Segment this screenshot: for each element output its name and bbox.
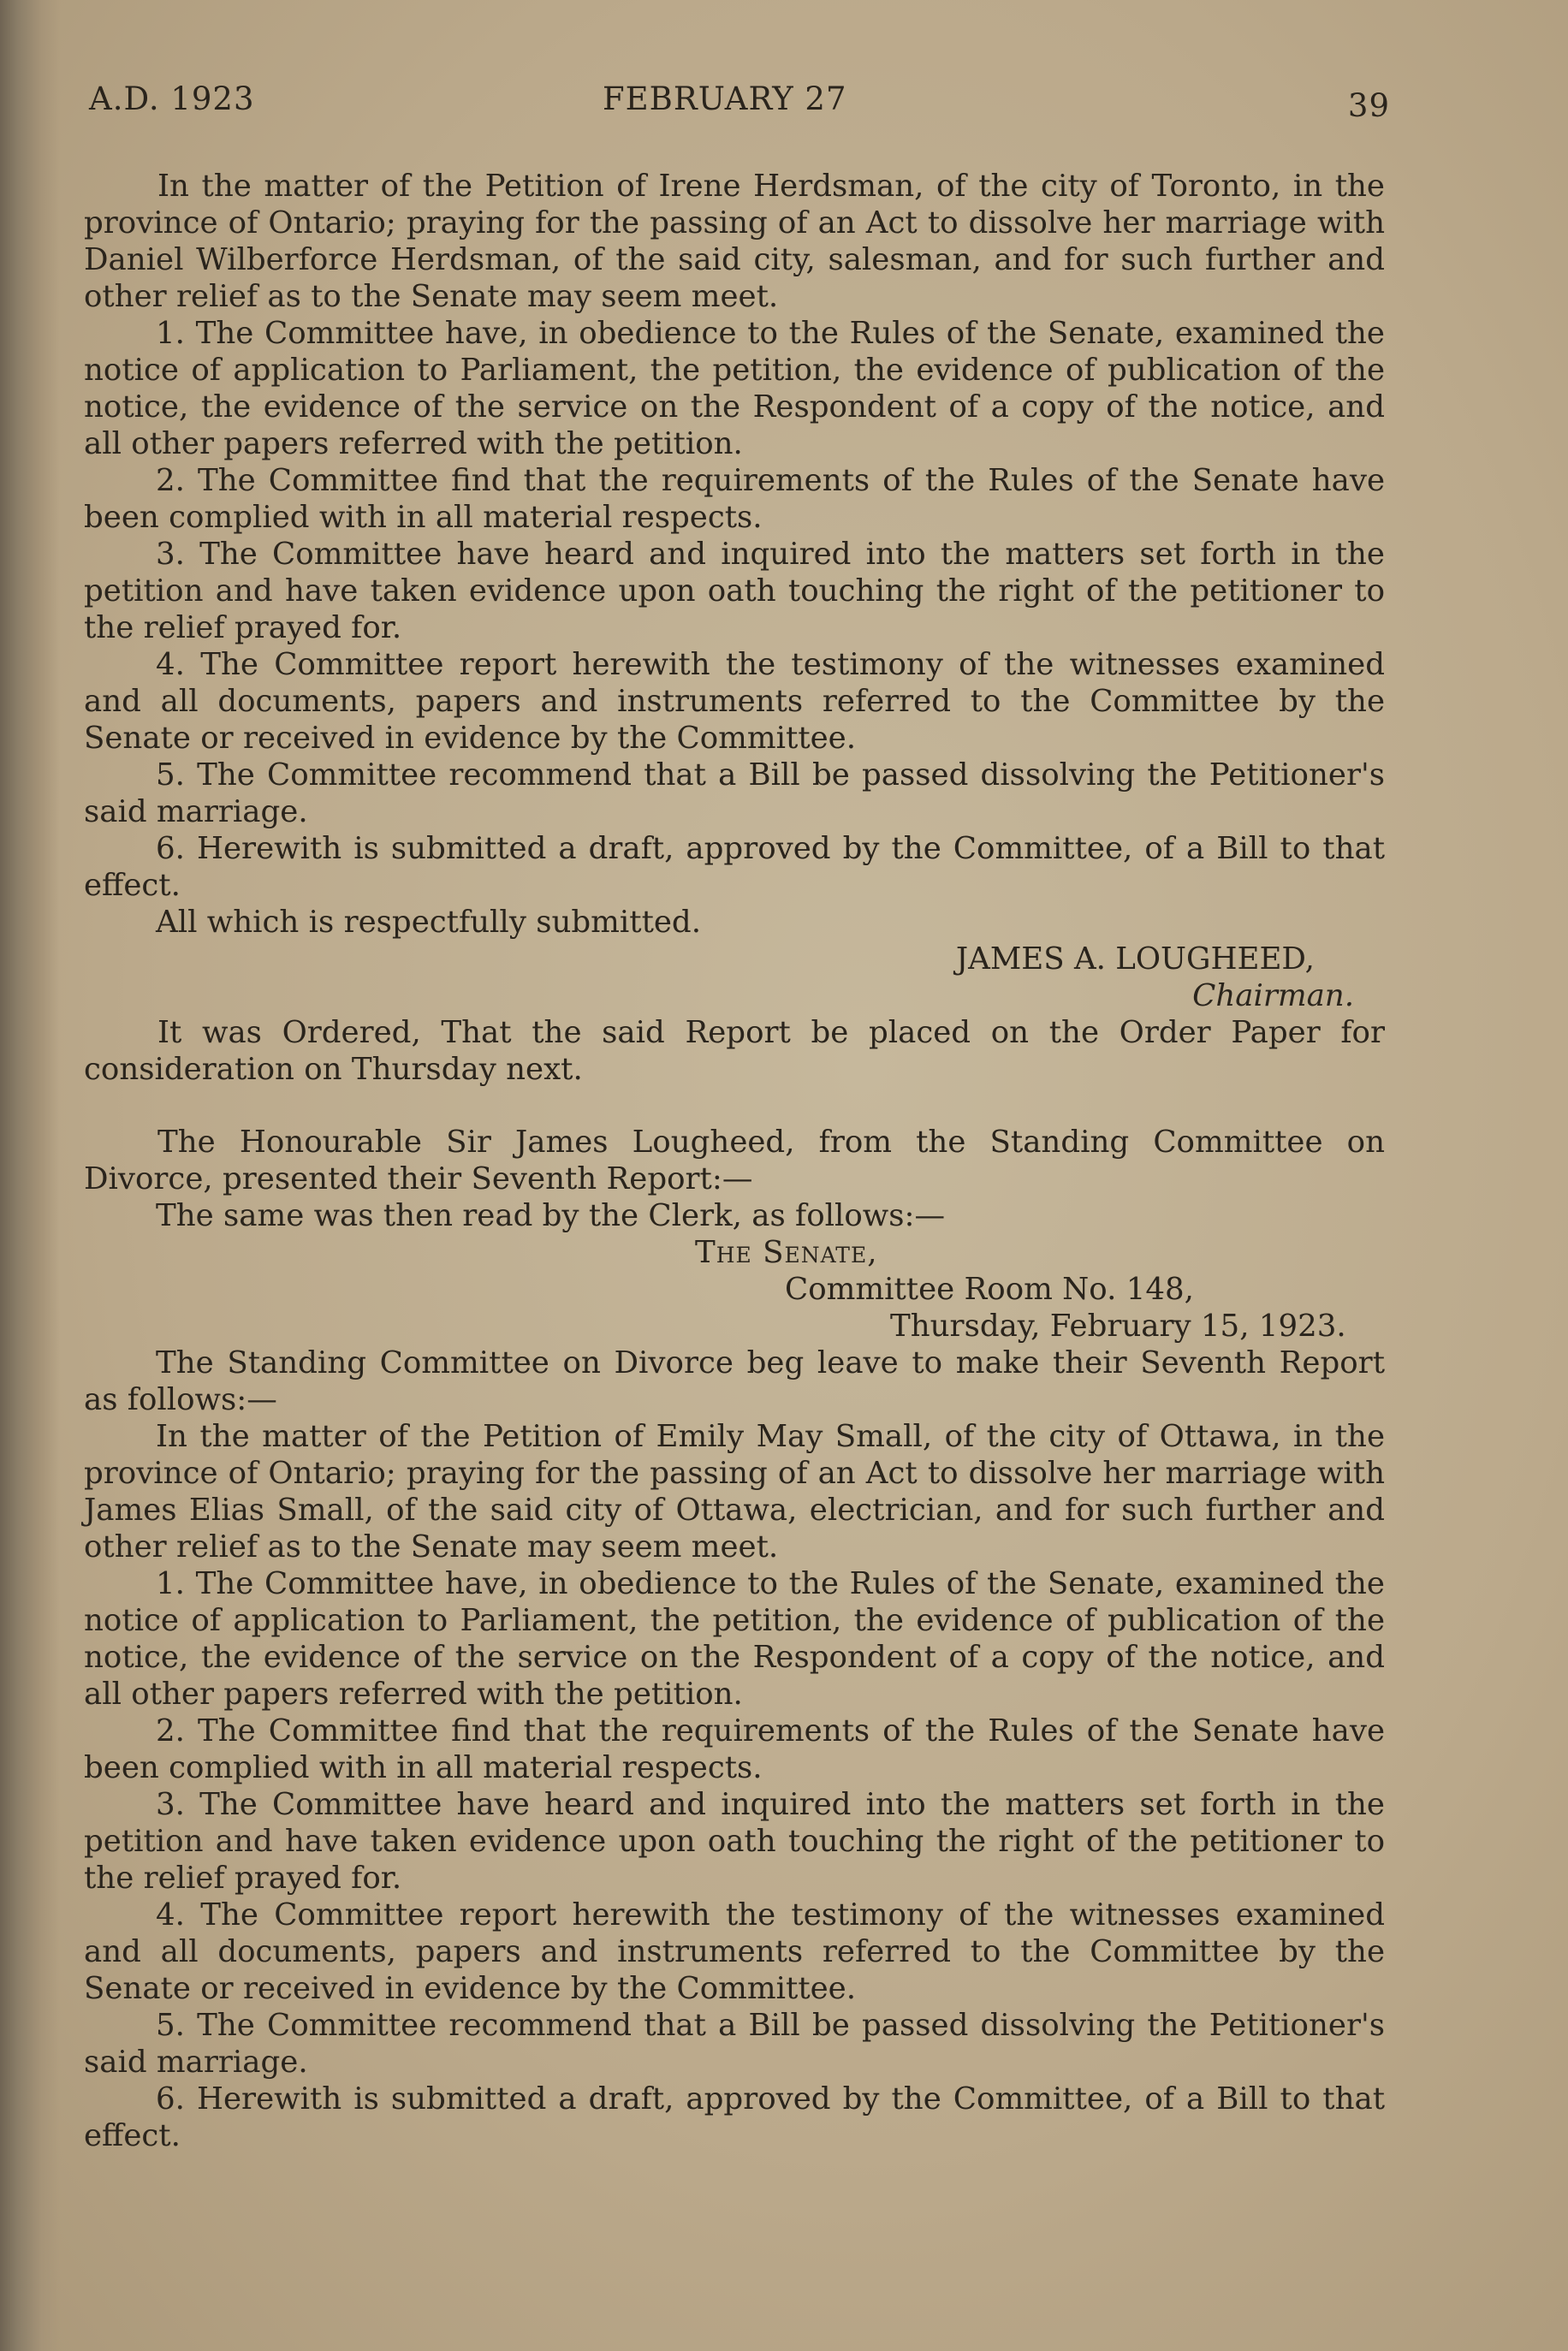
read-by-clerk: The same was then read by the Clerk, as follows:— — [156, 1198, 946, 1233]
order-paragraph: It was Ordered, That the said Report be placed on the Order Paper for consideration on Thursday next. — [84, 1015, 1385, 1087]
page-number: 39 — [1347, 87, 1390, 124]
signature-role: Chairman. — [1192, 978, 1354, 1013]
running-header — [89, 80, 1390, 128]
petition-intro-small: In the matter of the Petition of Emily May Small, of the city of Ottawa, in the province of Ontario; praying for the passing of an Act to dissolve her marriage with James Elias Small, of the said city of Ottawa, electrician, and for such further and other relief as to the Senate may seem meet. — [84, 1419, 1385, 1564]
header-date: FEBRUARY 27 — [603, 80, 847, 117]
report2-item: 3. The Committee have heard and inquired into the matters set forth in the petition and have taken evidence upon oath touching the right of the petitioner to the relief prayed for. — [84, 1787, 1385, 1896]
petition-intro-herdsman: In the matter of the Petition of Irene Herdsman, of the city of Toronto, in the province of Ontario; praying for the passing of an Act to dissolve her marriage with Daniel Wilberforce Herdsman, of the said city, salesman, and for such further and other relief as to the Senate may seem meet. — [84, 169, 1385, 314]
report1-item: 6. Herewith is submitted a draft, approved by the Committee, of a Bill to that effect. — [84, 831, 1385, 903]
report1-item: 1. The Committee have, in obedience to the Rules of the Senate, examined the notice of application to Parliament, the petition, the evidence of publication of the notice, the evidence of the service on the Respondent of a copy of the notice, and all other papers referred with the petition. — [84, 316, 1385, 461]
report1-item: 4. The Committee report herewith the testimony of the witnesses examined and all documents, papers and instruments referred to the Committee by the Senate or received in evidence by the Committee. — [84, 647, 1385, 756]
report1-item: 3. The Committee have heard and inquired into the matters set forth in the petition and have taken evidence upon oath touching the right of the petitioner to the relief prayed for. — [84, 537, 1385, 645]
report1-item: 5. The Committee recommend that a Bill be passed dissolving the Petitioner's said marriage. — [84, 757, 1385, 829]
report2-item: 6. Herewith is submitted a draft, approved by the Committee, of a Bill to that effect. — [84, 2081, 1385, 2153]
report2-item: 2. The Committee find that the requirements of the Rules of the Senate have been complied with in all material respects. — [84, 1713, 1385, 1785]
signature-name: JAMES A. LOUGHEED, — [955, 941, 1315, 977]
address-senate: The Senate, — [695, 1235, 878, 1270]
report2-item: 5. The Committee recommend that a Bill be passed dissolving the Petitioner's said marriage. — [84, 2008, 1385, 2080]
header-year: A.D. 1923 — [89, 80, 255, 117]
report1-closing: All which is respectfully submitted. — [156, 905, 702, 940]
report2-item: 4. The Committee report herewith the testimony of the witnesses examined and all documents, papers and instruments referred to the Committee by the Senate or received in evidence by the Committee. — [84, 1897, 1385, 2006]
report2-item: 1. The Committee have, in obedience to the Rules of the Senate, examined the notice of application to Parliament, the petition, the evidence of publication of the notice, the evidence of the service on the Respondent of a copy of the notice, and all other papers referred with the petition. — [84, 1566, 1385, 1712]
section-gap — [84, 1088, 1385, 1124]
address-date: Thursday, February 15, 1923. — [890, 1309, 1346, 1344]
page-body — [84, 168, 1385, 2154]
report1-item: 2. The Committee find that the requirements of the Rules of the Senate have been complied with in all material respects. — [84, 463, 1385, 535]
report2-preamble: The Standing Committee on Divorce beg leave to make their Seventh Report as follows:— — [84, 1345, 1385, 1417]
address-room: Committee Room No. 148, — [785, 1272, 1194, 1307]
page-binding-edge — [0, 0, 60, 2351]
presentation-paragraph: The Honourable Sir James Lougheed, from the Standing Committee on Divorce, presented their Seventh Report:— — [84, 1125, 1385, 1196]
